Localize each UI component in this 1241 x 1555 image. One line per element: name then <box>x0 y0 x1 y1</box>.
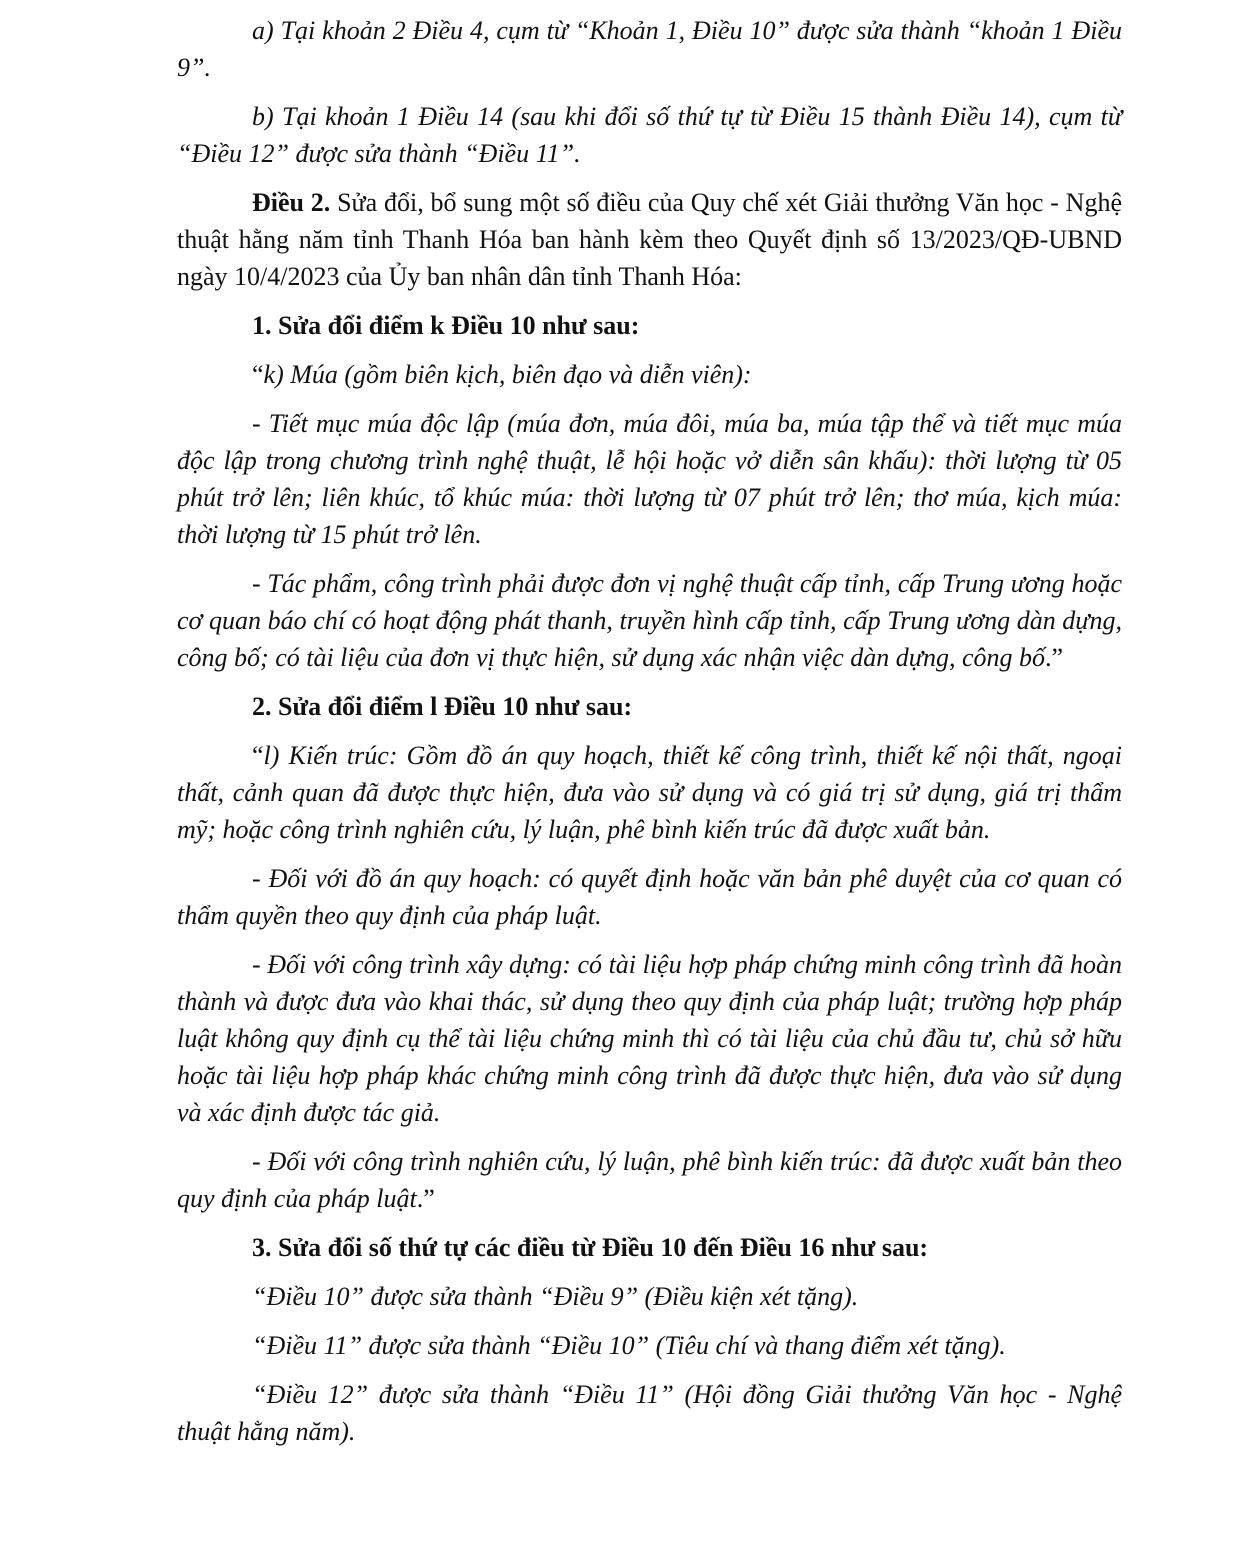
section-1-dash-2-text: - Tác phẩm, công trình phải được đơn vị nghệ thuật cấp tỉnh, cấp Trung ương hoặc cơ quan báo chí có hoạt động phát thanh, truyền hình cấp tỉnh, cấp Trung ương dàn dựng, công bố; có tài liệu của đơn vị thực hiện, sử dụng xác nhận việc dàn dựng, công bố <box>177 569 1122 672</box>
section-1-close-quote: .” <box>1045 643 1064 672</box>
section-2-intro <box>177 737 1122 848</box>
paragraph-b: b) Tại khoản 1 Điều 14 (sau khi đổi số thứ tự từ Điều 15 thành Điều 14), cụm từ “Điều 12” được sửa thành “Điều 11”. <box>177 102 1122 168</box>
section-2-heading: 2. Sửa đổi điểm l Điều 10 như sau: <box>252 692 633 721</box>
section-1-open-quote: “ <box>252 360 264 389</box>
section-2-intro-text: l) Kiến trúc: Gồm đồ án quy hoạch, thiết kế công trình, thiết kế nội thất, ngoại thất, cảnh quan đã được thực hiện, đưa vào sử dụng và có giá trị sử dụng, giá trị thẩm mỹ; hoặc công trình nghiên cứu, lý luận, phê bình kiến trúc đã được xuất bản. <box>177 741 1122 844</box>
section-1-intro-text: k) Múa (gồm biên kịch, biên đạo và diễn viên): <box>263 360 752 389</box>
section-2-dash-3-text: - Đối với công trình nghiên cứu, lý luận, phê bình kiến trúc: đã được xuất bản theo quy định của pháp luật <box>177 1147 1122 1213</box>
section-3-line-1: “Điều 10” được sửa thành “Điều 9” (Điều kiện xét tặng). <box>252 1282 859 1311</box>
article-2-label: Điều 2. <box>252 188 331 217</box>
section-1-dash-1: - Tiết mục múa độc lập (múa đơn, múa đôi, múa ba, múa tập thể và tiết mục múa độc lập trong chương trình nghệ thuật, lễ hội hoặc vở diễn sân khấu): thời lượng từ 05 phút trở lên; liên khúc, tổ khúc múa: thời lượng từ 07 phút trở lên; thơ múa, kịch múa: thời lượng từ 15 phút trở lên. <box>177 409 1122 549</box>
section-2-dash-3 <box>177 1143 1122 1217</box>
section-2-close-quote: .” <box>416 1184 435 1213</box>
section-2-dash-2: - Đối với công trình xây dựng: có tài liệu hợp pháp chứng minh công trình đã hoàn thành và được đưa vào khai thác, sử dụng theo quy định của pháp luật; trường hợp pháp luật không quy định cụ thể tài liệu chứng minh thì có tài liệu của chủ đầu tư, chủ sở hữu hoặc tài liệu hợp pháp khác chứng minh công trình đã được thực hiện, đưa vào sử dụng và xác định được tác giả. <box>177 950 1122 1127</box>
section-3-line-2: “Điều 11” được sửa thành “Điều 10” (Tiêu chí và thang điểm xét tặng). <box>252 1331 1006 1360</box>
document-page <box>177 12 1122 1462</box>
section-1-heading: 1. Sửa đổi điểm k Điều 10 như sau: <box>252 311 640 340</box>
section-1-dash-2 <box>177 565 1122 676</box>
section-2-dash-1: - Đối với đồ án quy hoạch: có quyết định hoặc văn bản phê duyệt của cơ quan có thẩm quyền theo quy định của pháp luật. <box>177 864 1122 930</box>
section-1-intro <box>177 356 1122 393</box>
section-3-line-3: “Điều 12” được sửa thành “Điều 11” (Hội đồng Giải thưởng Văn học - Nghệ thuật hằng năm). <box>177 1380 1122 1446</box>
article-2-paragraph <box>177 184 1122 295</box>
section-2-open-quote: “ <box>252 741 264 770</box>
article-2-text: Sửa đổi, bổ sung một số điều của Quy chế xét Giải thưởng Văn học - Nghệ thuật hằng năm tỉnh Thanh Hóa ban hành kèm theo Quyết định số 13/2023/QĐ-UBND ngày 10/4/2023 của Ủy ban nhân dân tỉnh Thanh Hóa: <box>177 188 1122 291</box>
section-3-heading: 3. Sửa đổi số thứ tự các điều từ Điều 10 đến Điều 16 như sau: <box>252 1233 929 1262</box>
paragraph-a: a) Tại khoản 2 Điều 4, cụm từ “Khoản 1, Điều 10” được sửa thành “khoản 1 Điều 9”. <box>177 16 1122 82</box>
